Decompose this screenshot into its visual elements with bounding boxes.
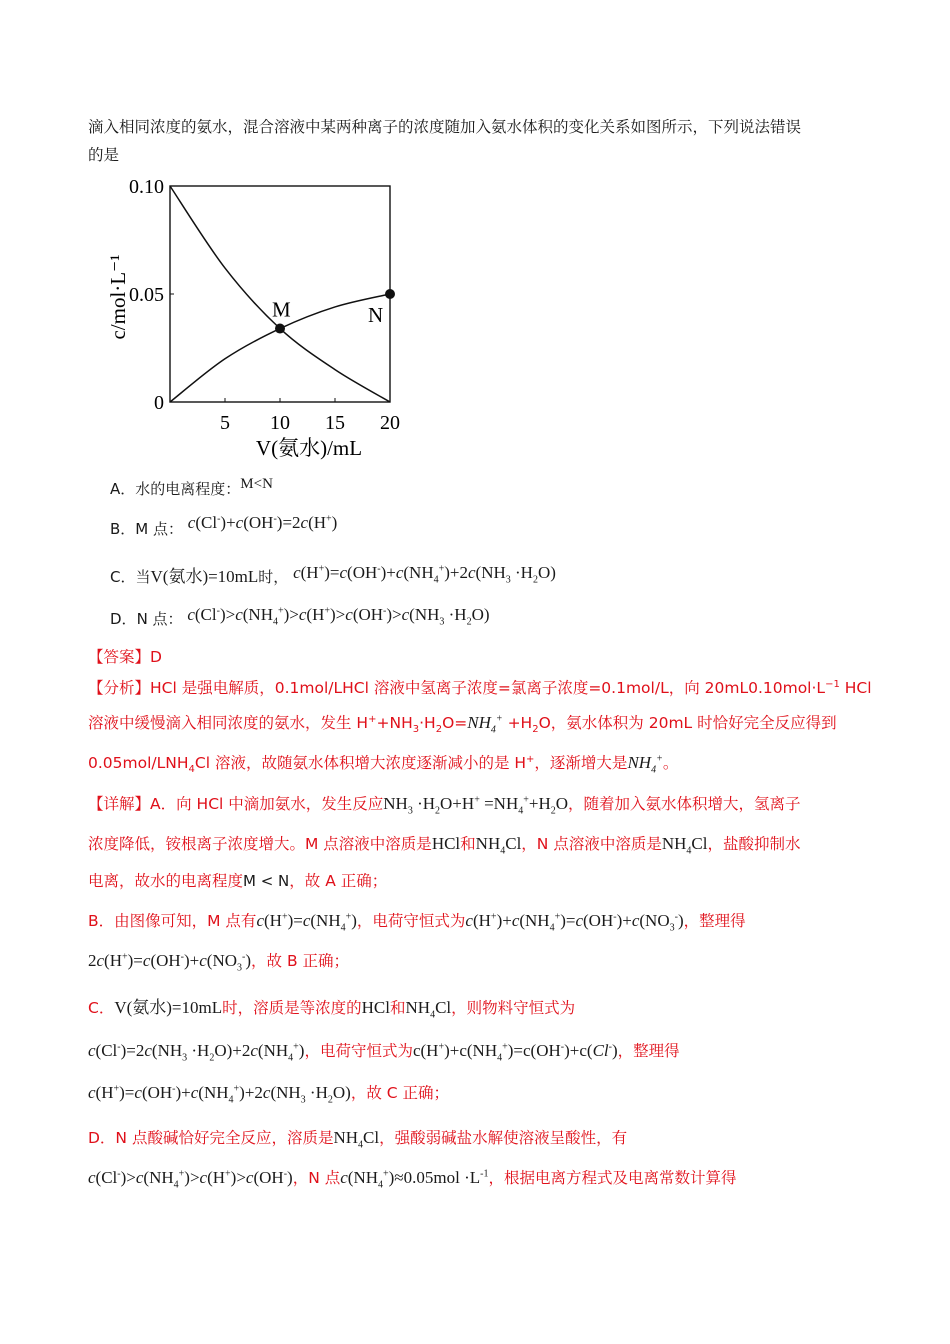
option-b-letter: B．: [110, 520, 136, 538]
x-tick-label-1: 10: [270, 412, 290, 434]
point-n: [385, 289, 395, 299]
point-label-m: M: [272, 297, 291, 322]
analysis-nh4-formula-2: $NH_4^+$: [627, 753, 663, 776]
detail-b-eq-1: $c(H^+)=c(NH_4^+)$: [256, 911, 357, 934]
y-axis-label: c/mol·L⁻¹: [106, 254, 130, 340]
analysis-text-3a: 0.05mol/LNH: [88, 754, 189, 772]
detail-b-eq-2: $c(H^+)+c(NH_4^+)=c(OH^-)+c(NO_3^-)$: [465, 911, 684, 934]
detail-a-text-1b: ，随着加入氨水体积增大，氢离子: [568, 795, 801, 813]
analysis-line-1: 【分析】HCl 是强电解质，0.1mol/LHCl 溶液中氢离子浓度=氯离子浓度=0.1mol/L，向 $20mL0.10mol\cdot L^{-1}$ HCl: [88, 678, 872, 697]
detail-b-eq-3: $2c(H^+)=c(OH^-)+c(NO_3^-)$: [88, 951, 252, 974]
detail-d-line-2: [88, 1167, 736, 1189]
detail-c-eq-1: $c(Cl^-)=2c(NH_3 \cdot H_2O)+2c(NH_4^+)$: [88, 1041, 305, 1064]
option-a-letter: A．: [110, 480, 136, 498]
option-c-volume: V(氨水)=10mL: [150, 567, 259, 586]
option-d[interactable]: [110, 605, 490, 629]
nh4cl-formula-3: $NH_4Cl$: [405, 998, 452, 1021]
detail-d-text-1b: ，强酸弱碱盐水解使溶液呈酸性，有: [379, 1129, 628, 1147]
detail-d-eq-2: $c(NH_4^+)\approx 0.05mol \cdot L^{-1}$: [340, 1168, 489, 1191]
detail-c-line-3: [88, 1082, 449, 1104]
analysis-text-2d: O=: [442, 714, 468, 732]
detail-a-text-1: A．向 HCl 中滴加氨水，发生反应: [150, 795, 384, 813]
option-d-letter: D．: [110, 610, 137, 628]
detail-c-text-2: ，电荷守恒式为: [304, 1042, 413, 1060]
detail-c-volume: V(氨水)=10mL: [114, 998, 223, 1017]
detail-b-line-2: [88, 950, 349, 972]
detail-c-line-2: [88, 1040, 680, 1062]
detail-b-text-2: ，故 B 正确；: [251, 952, 350, 970]
detail-d-line-1: [88, 1127, 627, 1149]
detail-label: 【详解】: [88, 795, 151, 813]
option-a-math: M<N: [240, 476, 273, 492]
detail-a-reaction: $NH_3 \cdot H_2O+H^+ =NH_4^++H_2O$: [383, 794, 569, 817]
analysis-text-1: HCl 是强电解质，0.1mol/LHCl 溶液中氢离子浓度=氯离子浓度=0.1mol/L，向 20mL0.10mol·L: [150, 679, 826, 697]
analysis-text-1b: HCl: [839, 679, 872, 697]
option-c-letter: C．: [110, 568, 136, 586]
point-label-n: N: [368, 303, 384, 327]
y-tick-label-2: 0.10: [129, 176, 164, 198]
y-tick-label-0: 0: [154, 392, 164, 414]
hcl-formula: HCl: [431, 834, 461, 853]
detail-a-line-2: [88, 833, 800, 855]
answer-label: 【答案】: [88, 648, 151, 666]
detail-c-eq-3: $c(H^+)=c(OH^-)+c(NH_4^+)+2c(NH_3 \cdot H_2O)$: [88, 1083, 351, 1106]
detail-a-compare: M < N: [243, 872, 290, 890]
analysis-text-2e: +H: [502, 714, 533, 732]
option-b[interactable]: [110, 513, 338, 539]
option-b-text: M 点：: [135, 520, 184, 538]
detail-d-text-1: D．N 点酸碱恰好完全反应，溶质是: [88, 1129, 334, 1147]
x-axis-label: V(氨水)/mL: [255, 436, 363, 460]
analysis-text-2c: ·H: [419, 714, 436, 732]
analysis-text-2f: O，氨水体积为 20mL 时恰好完全反应得到: [538, 714, 837, 732]
detail-b-line-1: [88, 910, 746, 932]
point-m: [275, 324, 285, 334]
analysis-text-3d: 。: [662, 754, 679, 772]
detail-c-text-1b: 时，溶质是等浓度的: [222, 999, 362, 1017]
x-tick-label-2: 15: [325, 412, 345, 434]
x-tick-label-3: 20: [380, 412, 400, 434]
detail-a-line-3: [88, 870, 387, 892]
analysis-text-3b: Cl 溶液，故随氨水体积增大浓度逐渐减小的是 H: [194, 754, 527, 772]
option-d-text: N 点：: [136, 610, 183, 628]
option-c-math: $c(H^+)=c(OH^-)+c(NH_4^+)+2c(NH_3 \cdot H_2O)$: [293, 563, 556, 586]
intro-line-1: 滴入相同浓度的氨水，混合溶液中某两种离子的浓度随加入氨水体积的变化关系如图所示，下列说法错误: [88, 118, 802, 136]
detail-c-eq-2: $c(H^+)+c(NH_4^+)=c(OH^-)+c(Cl^-)$: [412, 1041, 618, 1064]
detail-a-text-3: 电离，故水的电离程度: [88, 872, 244, 890]
detail-c-text-1d: ，则物料守恒式为: [451, 999, 576, 1017]
option-c[interactable]: [110, 562, 556, 587]
analysis-line-2: 溶液中缓慢滴入相同浓度的氨水，发生 $H^++NH_3\cdot H_2O=NH_4^+ +H_2O$，氨水体积为 20mL 时恰好完全反应得到: [88, 713, 837, 736]
y-tick-label-1: 0.05: [129, 284, 164, 306]
detail-c-text-2b: ，整理得: [617, 1042, 680, 1060]
analysis-nh4-formula: $NH_4^+$: [467, 713, 503, 736]
detail-c-line-1: [88, 997, 575, 1019]
series-cl-curve: [170, 186, 390, 402]
detail-b-text-1: B．由图像可知，M 点有: [88, 912, 257, 930]
answer-value: D: [150, 648, 162, 666]
nh4cl-formula-4: $NH_4Cl$: [333, 1128, 380, 1151]
detail-a-text-2: 浓度降低，铵根离子浓度增大。M 点溶液中溶质是: [88, 835, 432, 853]
detail-c-text-3: ，故 C 正确；: [350, 1084, 450, 1102]
chart-points: [272, 289, 395, 334]
detail-b-text-1c: ，整理得: [683, 912, 746, 930]
detail-a-text-3b: ，故 A 正确；: [289, 872, 388, 890]
detail-a-line-1: [88, 793, 801, 815]
detail-d-eq-1: $c(Cl^-)>c(NH_4^+)>c(H^+)>c(OH^-)$: [88, 1168, 293, 1191]
detail-d-text-2: ，N 点: [292, 1169, 341, 1187]
option-d-math: $c(Cl^-)>c(NH_4^+)>c(H^+)>c(OH^-)>c(NH_3 \cdot H_2O)$: [187, 605, 490, 628]
detail-b-text-1b: ，电荷守恒式为: [356, 912, 466, 930]
nh4cl-formula: $NH_4Cl$: [475, 834, 522, 857]
concentration-chart: [95, 172, 415, 467]
option-b-math: c(Cl-)+c(OH-)=2c(H+): [187, 513, 338, 532]
x-tick-label-0: 5: [220, 412, 230, 434]
option-a-text: 水的电离程度：: [135, 480, 241, 498]
nh4cl-formula-2: $NH_4Cl$: [661, 834, 708, 857]
detail-a-text-2d: ，盐酸抑制水: [707, 835, 801, 853]
answer-line: [88, 646, 162, 668]
analysis-text-2a: 溶液中缓慢滴入相同浓度的氨水，发生 H: [88, 714, 369, 732]
detail-a-text-2b: 和: [460, 835, 476, 853]
option-a[interactable]: [110, 478, 273, 499]
option-c-text-2: 时，: [258, 568, 289, 586]
detail-c-text-1c: 和: [389, 999, 406, 1017]
analysis-label: 【分析】: [88, 679, 151, 697]
plot-frame: [170, 186, 390, 402]
option-c-text-1: 当: [135, 568, 151, 586]
detail-a-text-2c: ，N 点溶液中溶质是: [521, 835, 662, 853]
detail-d-text-2b: ，根据电离方程式及电离常数计算得: [488, 1169, 737, 1187]
analysis-text-3c: ，逐渐增大是: [534, 754, 628, 772]
detail-c-text-1: C．: [88, 999, 115, 1017]
intro-line-2: 的是: [88, 146, 120, 164]
hcl-formula-2: HCl: [361, 998, 390, 1017]
analysis-text-2b: +NH: [376, 714, 413, 732]
analysis-line-3: $0.05mol/LNH_4Cl$ 溶液，故随氨水体积增大浓度逐渐减小的是 H+，逐渐增大是$NH_4^+$。: [88, 753, 679, 776]
